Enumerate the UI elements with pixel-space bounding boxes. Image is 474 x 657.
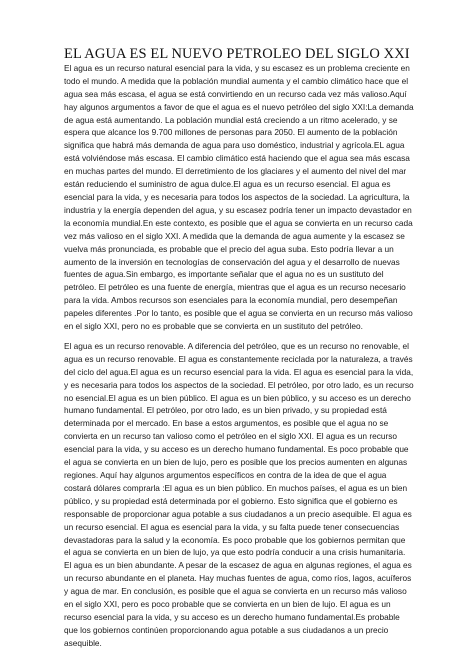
paragraph-renewable: El agua es un recurso renovable. A diferencia del petróleo, que es un recurso no renovable, el agua es un recurso renovable. El agua es constantemente reciclada por la naturaleza, a través del ciclo del agua.El agua es un recurso esencial para la vida. El agua es esencial para la vida, y es necesaria para todos los aspectos de la sociedad. El petróleo, por otro lado, es un recurso no esencial.El agua es un bien público. El agua es un bien público, y su acceso es un derecho humano fundamental. El petróleo, por otro lado, es un bien privado, y su propiedad está determinada por el mercado. En base a estos argumentos, es posible que el agua no se convierta en un recurso tan valioso como el petróleo en el siglo XXI. El agua es un recurso esencial para la vida, y su acceso es un derecho humano fundamental. Es poco probable que el agua se convierta en un bien de lujo, pero es posible que los precios aumenten en algunas regiones. Aquí hay algunos argumentos específicos en contra de la idea de que el agua costará dólares comprarla :El agua es un bien público. En muchos países, el agua es un bien público, y su propiedad está determinada por el gobierno. Esto significa que el gobierno es responsable de proporcionar agua potable a sus ciudadanos a un precio asequible. El agua es un recurso esencial. El agua es esencial para la vida, y su falta puede tener consecuencias devastadoras para la salud y la economía. Es poco probable que los gobiernos permitan que el agua se convierta en un bien de lujo, ya que esto podría conducir a una crisis humanitaria. El agua es un bien abundante. A pesar de la escasez de agua en algunas regiones, el agua es un recurso abundante en el planeta. Hay muchas fuentes de agua, como ríos, lagos, acuíferos y agua de mar. En conclusión, es posible que el agua se convierta en un recurso más valioso en el siglo XXI, pero es poco probable que se convierta en un bien de lujo. El agua es un recurso esencial para la vida, y su acceso es un derecho humano fundamental.Es probable que los gobiernos continúen proporcionando agua potable a sus ciudadanos a un precio asequible. <box>64 340 414 648</box>
document-title: EL AGUA ES EL NUEVO PETROLEO DEL SIGLO XXI <box>64 46 410 62</box>
document-page <box>64 48 414 657</box>
paragraph-intro <box>64 48 414 333</box>
paragraph-intro-body: El agua es un recurso natural esencial para la vida, y su escasez es un problema creciente en todo el mundo. A medida que la población mundial aumenta y el cambio climático hace que el agua sea más escasa, el agua se está convirtiendo en un recurso cada vez más valioso.Aquí hay algunos argumentos a favor de que el agua es el nuevo petróleo del siglo XXI:La demanda de agua está aumentando. La población mundial está creciendo a un ritmo acelerado, y se espera que alcance los 9.700 millones de personas para 2050. El aumento de la población significa que habrá más demanda de agua para uso doméstico, industrial y agrícola.EL agua está volviéndose más escasa. El cambio climático está haciendo que el agua sea más escasa en muchas partes del mundo. El derretimiento de los glaciares y el aumento del nivel del mar están reduciendo el suministro de agua dulce.El agua es un recurso esencial. El agua es esencial para la vida, y es necesaria para todos los aspectos de la sociedad. La agricultura, la industria y la energía dependen del agua, y su escasez podría tener un impacto devastador en la economía mundial.En este contexto, es posible que el agua se convierta en un recurso cada vez más valioso en el siglo XXI. A medida que la demanda de agua aumente y la escasez se vuelva más pronunciada, es probable que el precio del agua suba. Esto podría llevar a un aumento de la inversión en tecnologías de conservación del agua y el desarrollo de nuevas fuentes de agua.Sin embargo, es importante señalar que el agua no es un sustituto del petróleo. El petróleo es una fuente de energía, mientras que el agua es un recurso necesario para la vida. Ambos recursos son esenciales para la economía mundial, pero desempeñan papeles diferentes .Por lo tanto, es posible que el agua se convierta en un recurso más valioso en el siglo XXI, pero no es probable que se convierta en un sustituto del petróleo. <box>64 62 414 332</box>
